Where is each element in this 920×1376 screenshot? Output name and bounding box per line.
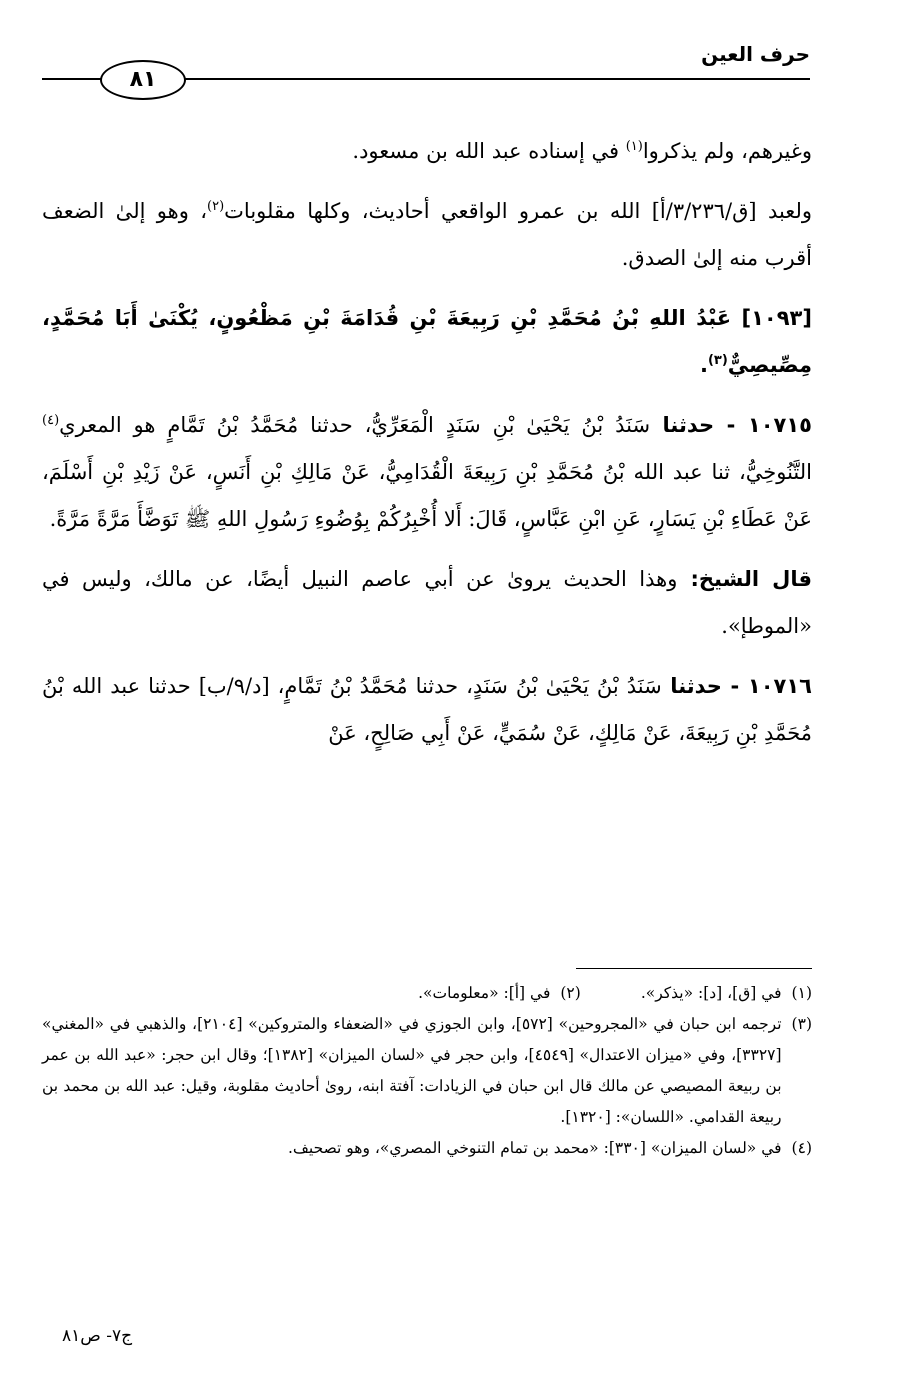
- comment-lead: قال الشيخ:: [677, 567, 812, 591]
- footnote-rule: [576, 968, 812, 969]
- footnote-number: (٤): [791, 1139, 812, 1157]
- footnote-3: [42, 1009, 812, 1133]
- footnote-4: [42, 1133, 812, 1164]
- page-number-badge: ٨١: [100, 60, 186, 100]
- hadith-10715: [42, 402, 812, 543]
- footnote-ref: (١): [625, 139, 643, 154]
- footnote-1: [641, 978, 812, 1009]
- paragraph-text: سَنَدُ بْنُ يَحْيَىٰ بْنُ سَنَدٍ، حدثنا مُحَمَّدُ بْنُ تَمَّامٍ، [د/٩/ب] حدثنا عبد الله بْنُ مُحَمَّدِ بْنِ رَبِيعَةَ، عَنْ مَالِكٍ، عَنْ سُمَيٍّ، عَنْ أَبِي صَالِحٍ، عَنْ: [42, 674, 812, 745]
- paragraph-text: ولعبد [ق/٣/٢٣٦/أ] الله بن عمرو الواقعي أحاديث، وكلها مقلوبات: [224, 199, 812, 223]
- paragraph-text-cont: التَّنُوخِيُّ، ثنا عبد الله بْنُ مُحَمَّدِ بْنِ رَبِيعَةَ الْقُدَامِيُّ، عَنْ مَالِكِ بْنِ أَنَسٍ، عَنْ زَيْدِ بْنِ أَسْلَمَ، عَنْ عَطَاءِ بْنِ يَسَارٍ، عَنِ ابْنِ عَبَّاسٍ، قَالَ: أَلا أُخْبِرُكُمْ بِوُضُوءِ رَسُولِ اللهِ ﷺ تَوَضَّأَ مَرَّةً مَرَّةً.: [42, 460, 812, 531]
- paragraph-2: [42, 188, 812, 282]
- paragraph-text-cont: .: [699, 353, 708, 377]
- paragraph-text: وهذا الحديث يروىٰ عن أبي عاصم النبيل أيضًا، عن مالك، وليس في «الموطإ».: [42, 567, 812, 638]
- hadith-lead: ١٠٧١٦ - حدثنا: [661, 674, 812, 698]
- footnote-text: في [أ]: «معلومات».: [418, 984, 551, 1002]
- footnote-ref: (٢): [207, 199, 225, 214]
- footnote-ref: (٤): [42, 413, 60, 428]
- paragraph-text-cont: ، وهو إلىٰ الضعف أقرب منه إلىٰ الصدق.: [42, 199, 812, 270]
- footnote-text: ترجمه ابن حبان في «المجروحين» [٥٧٢]، وابن الجوزي في «الضعفاء والمتروكين» [٢١٠٤]، والذهبي في «المغني» [٣٣٢٧]، وفي «ميزان الاعتدال» [٤٥٤٩]، وابن حجر في «لسان الميزان» [١٣٨٢]؛ وقال ابن حجر: «عبد الله بن عمر بن ربيعة المصيصي عن مالك قال ابن حبان في الزيادات: آفتة ابنه، روىٰ أحاديث مقلوبة، وقيل: عبد الله بن محمد بن ربيعة القدامي. «اللسان»: [١٣٢٠].: [42, 1015, 782, 1126]
- footnote-row-1-2: [42, 978, 812, 1009]
- hadith-lead: ١٠٧١٥ - حدثنا: [650, 413, 812, 437]
- volume-page-reference: ج٧- ص٨١: [62, 1326, 133, 1346]
- footnote-2: [418, 978, 581, 1009]
- main-text: [42, 128, 812, 770]
- footnote-number: (٢): [560, 984, 581, 1002]
- paragraph-text: سَنَدُ بْنُ يَحْيَىٰ بْنِ سَنَدٍ الْمَعَرِّيُّ، حدثنا مُحَمَّدُ بْنُ تَمَّامٍ هو المعري: [59, 413, 651, 437]
- paragraph-text: وغيرهم، ولم يذكروا: [642, 139, 812, 163]
- footnote-number: (١): [791, 984, 812, 1002]
- footnote-ref: (٣): [707, 353, 728, 368]
- page-header-title: حرف العين: [701, 42, 810, 66]
- narrator-heading: [42, 295, 812, 389]
- footnotes: [42, 978, 812, 1164]
- footnote-text: في [ق]، [د]: «يذكر».: [640, 984, 782, 1002]
- narrator-name: [١٠٩٣] عَبْدُ اللهِ بْنُ مُحَمَّدِ بْنِ رَبِيعَةَ بْنِ قُدَامَةَ بْنِ مَظْعُونٍ، يُكْنَىٰ أَبَا مُحَمَّدٍ، مِصِّيصِيٌّ: [42, 306, 812, 377]
- hadith-10716: [42, 663, 812, 757]
- paragraph-1: [42, 128, 812, 175]
- sheikh-comment: [42, 556, 812, 650]
- paragraph-text-cont: في إسناده عبد الله بن مسعود.: [352, 139, 626, 163]
- footnote-text: في «لسان الميزان» [٣٣٠]: «محمد بن تمام التنوخي المصري»، وهو تصحيف.: [287, 1139, 782, 1157]
- footnote-number: (٣): [791, 1015, 812, 1033]
